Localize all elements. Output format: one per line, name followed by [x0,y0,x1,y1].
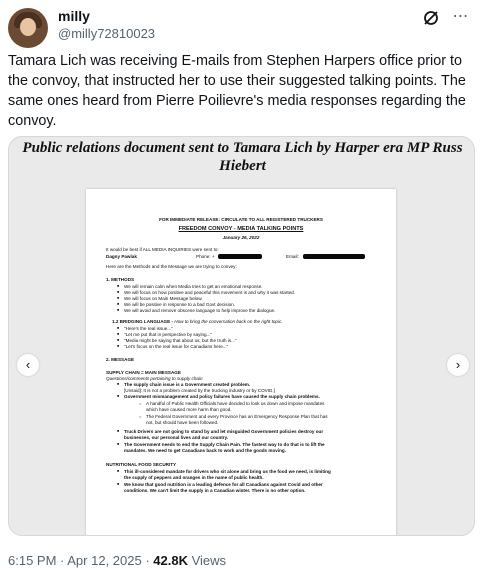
doc-bridging-item: ■ "Let's focus on the real issue for Canadians here..." [124,344,228,349]
doc-supply-item-cont: businesses, our personal lives and our country. [124,435,229,440]
doc-supply-item: ■ Truck Drivers are not going to stand by and let misguided Government policies destroy our [124,429,323,434]
author-handle[interactable]: @milly72810023 [58,26,156,41]
doc-supply-item-cont: mandates. We need to get Canadians back to work and the goods moving. [124,448,286,453]
doc-nutrition-item: ■ This ill-considered mandate for drivers who sit alone and bring us the food we need, is limiting [124,469,331,474]
doc-method-item: ■ We will focus on Main Message below. [124,296,203,301]
meta-separator: · [141,553,154,568]
doc-bridging-item: ■ "Here's the real issue..." [124,326,173,331]
meta-separator: · [56,553,68,568]
doc-supply-item: ■ The Government needs to end the Supply Chain Pain. The fastest way to do that is to lift the [124,442,325,447]
doc-section-1-title: 1. METHODS [106,277,135,282]
doc-supply-heading: SUPPLY CHAIN = MAIN MESSAGE [106,370,181,375]
doc-bridging-item: ■ "Let me put that in perspective by saying..." [124,332,212,337]
tweet-time[interactable]: 6:15 PM [8,553,57,568]
avatar-face [20,18,36,36]
chevron-right-icon[interactable]: › [447,354,469,376]
doc-section-2-title: 2. MESSAGE [106,357,135,362]
doc-method-item: ■ We will focus on how positive and peaceful this movement is and why it was started. [124,290,295,295]
doc-supply-sub: Questions/comments pertaining to supply chain [106,376,203,381]
doc-section-1-2-title: 1.2 BRIDGING LANGUAGE - [112,319,173,324]
tweet-date[interactable]: Apr 12, 2025 [67,553,142,568]
doc-supply-item: ■ Government mismanagement and policy failures have caused the supply chain problems. [124,394,320,399]
author-display-name[interactable]: milly [58,8,90,24]
doc-nutrition-item: ■ We know that good nutrition is a leading defence for all Canadians against Covid and other [124,482,323,487]
doc-title: FREEDOM CONVOY - MEDIA TALKING POINTS [178,226,304,232]
doc-bridging-item: ■ "Media might be saying that about us, but the truth is..." [124,338,237,343]
tweet-media[interactable] [8,136,475,536]
doc-method-item: ■ We will remain calm when Media tries to get an emotional response. [124,284,263,289]
views-count[interactable]: 42.8K [153,553,188,568]
doc-supply-note: [Unsaid]: It is not a problem created by the trucking industry or by COVID.] [124,388,275,393]
media-title: Public relations document sent to Tamara Lich by Harper era MP Russ Hiebert [22,140,463,174]
doc-supply-subitem: ○ A handful of Public Health Officials have decided to look us down and impose mandates [146,401,324,406]
tweet-text: Tamara Lich was receiving E-mails from Stephen Harpers office prior to the convoy, that instructed her to use their suggested talking points. The same ones heard from Pierre Poilievre's media responses regarding the convoy. [8,53,466,129]
doc-section-1-2-note: How to bring the conversation back on the right topic. [173,319,283,324]
doc-nutrition-item-cont: conditions. We can't limit the supply in a Canadian winter. There is no other option. [124,488,306,493]
doc-nutrition-item-cont: the supply of peppers and oranges in the name of public health. [124,475,264,480]
doc-nutrition-heading: NUTRITIONAL FOOD SECURITY [106,462,177,467]
doc-date: January 26, 2022 [222,235,260,240]
more-icon[interactable]: ⋯ [452,8,470,25]
doc-supply-subitem-cont: which have caused more harm than good. [146,407,232,412]
doc-contact-phone-label: Phone: + [196,254,215,259]
redaction-bar [218,254,262,259]
doc-section-1-2 [112,319,283,324]
tweet-meta [8,553,226,568]
doc-method-item: ■ We will avoid and remove obscene language to help improve the dialogue. [124,308,275,313]
doc-supply-subitem-cont: not, but should have been followed. [146,420,219,425]
doc-supply-subitem: ○ The Federal Government and every Province has an Emergency Response Plan that has [146,414,328,419]
doc-header: FOR IMMEDIATE RELEASE: CIRCULATE TO ALL REGISTERED TRUCKERS [159,217,323,222]
doc-method-item: ■ We will be positive in response to a bad Govt decision. [124,302,235,307]
doc-contact-email-label: Email: [286,254,299,259]
doc-methods-intro: Here are the Methods and the Message we are trying to convey: [106,264,237,269]
redaction-bar [303,254,365,259]
doc-intro: It would be best if ALL MEDIA INQUIRIES were sent to: [106,247,219,252]
doc-contact-name: Dagny Pawlak [106,254,137,259]
chevron-left-icon[interactable]: ‹ [17,354,39,376]
doc-supply-item: ■ The supply chain issue is a Government created problem. [124,382,250,387]
document-image [86,189,396,536]
avatar[interactable] [8,8,48,48]
views-label: Views [191,553,227,568]
grok-icon[interactable] [422,9,440,27]
